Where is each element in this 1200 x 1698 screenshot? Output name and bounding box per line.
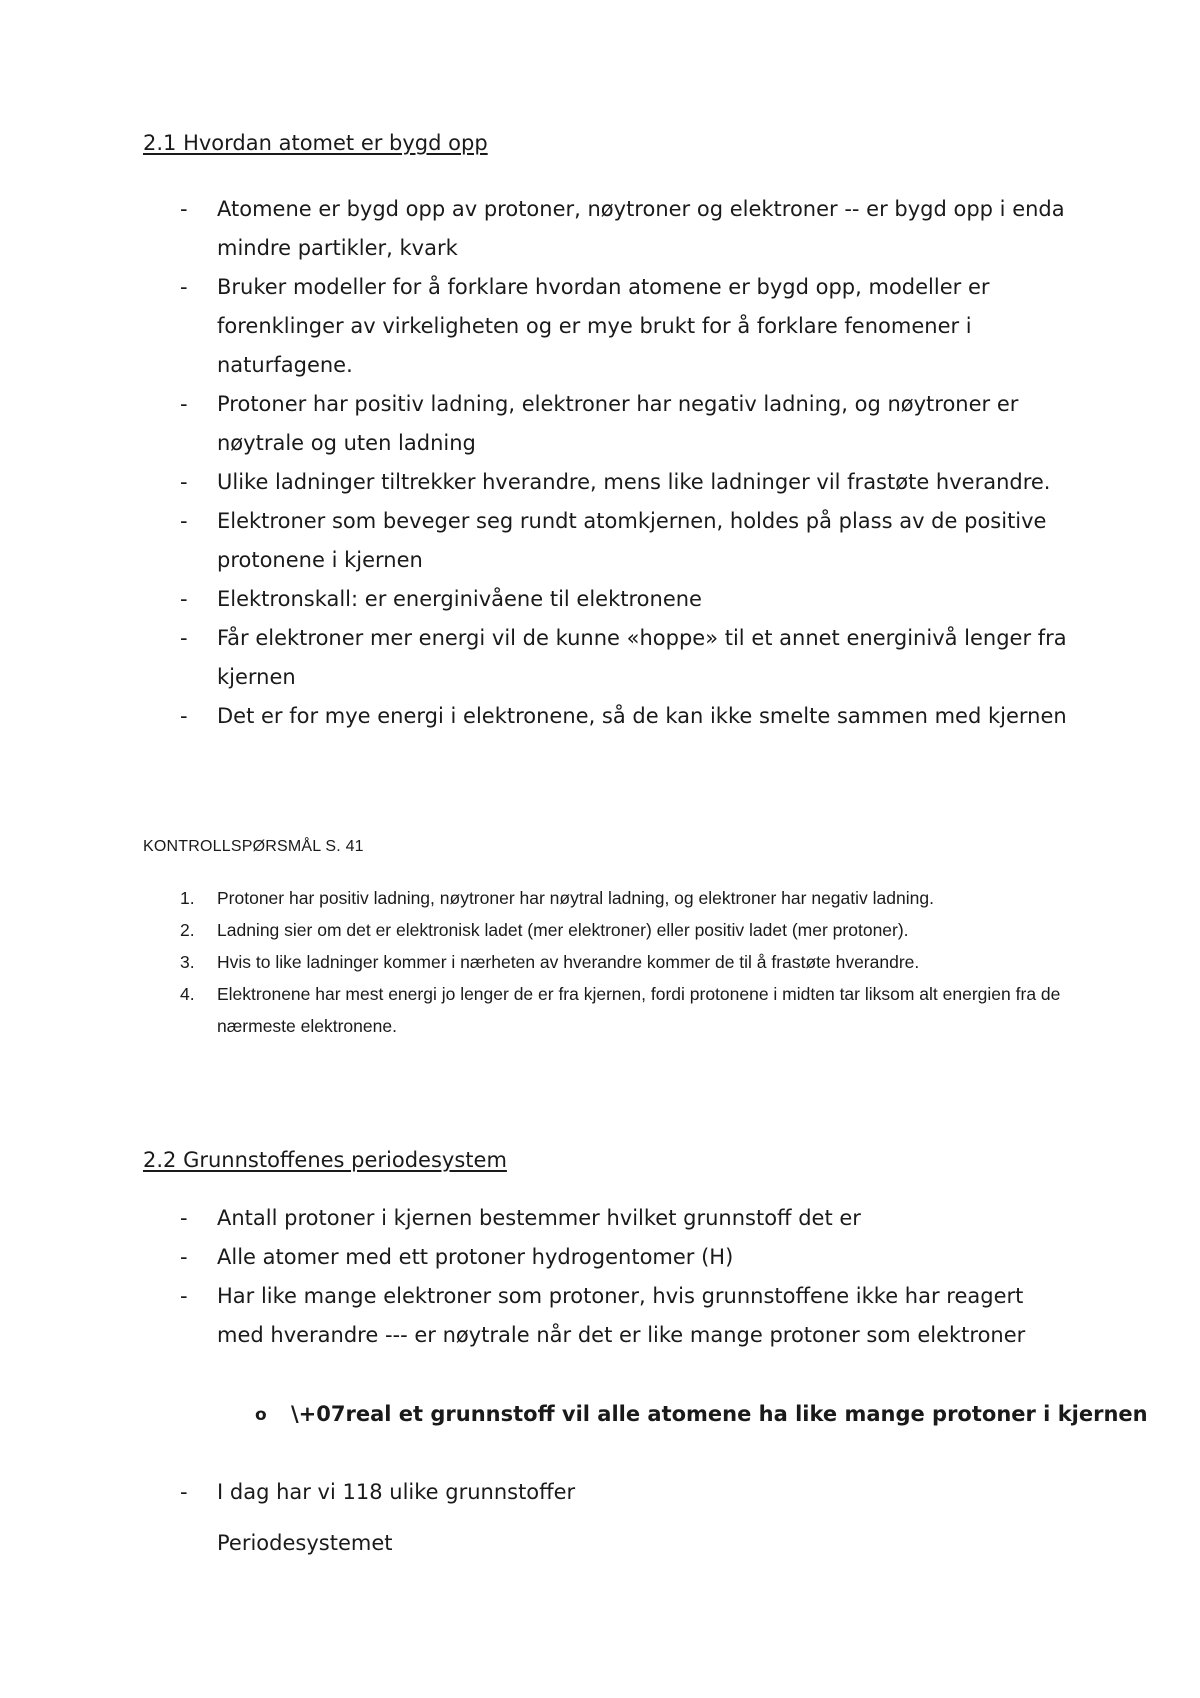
bullet-dash: - <box>180 275 188 299</box>
bullet-dash: - <box>180 392 188 416</box>
questions-heading: KONTROLLSPØRSMÅL S. 41 <box>143 838 364 855</box>
bullet-text: Elektronskall: er energinivåene til elektronene <box>217 587 702 611</box>
bullet-text: I dag har vi 118 ulike grunnstoffer <box>217 1480 576 1504</box>
list-item <box>143 697 1073 736</box>
bullet-dash: - <box>180 1245 188 1269</box>
bullet-text: Protoner har positiv ladning, elektroner har negativ ladning, og nøytroner er nøytrale og uten ladning <box>217 392 1019 455</box>
bullet-text: Ulike ladninger tiltrekker hverandre, mens like ladninger vil frastøte hverandre. <box>217 470 1051 494</box>
list-item <box>143 978 1073 1042</box>
section-2-bullet-list-continued <box>143 1473 1073 1512</box>
bullet-dash: - <box>180 1284 188 1308</box>
bullet-text: Elektroner som beveger seg rundt atomkjernen, holdes på plass av de positive protonene i kjernen <box>217 509 1047 572</box>
section-heading-2-1: 2.1 Hvordan atomet er bygd opp <box>143 131 488 155</box>
item-text: Ladning sier om det er elektronisk ladet (mer elektroner) eller positiv ladet (mer protoner). <box>217 920 909 940</box>
sub-bullet-text: \+07real et grunnstoff vil alle atomene ha like mange protoner i kjernen <box>291 1402 1148 1426</box>
questions-numbered-list <box>143 882 1073 1042</box>
list-item <box>143 1473 1073 1512</box>
bullet-text: Antall protoner i kjernen bestemmer hvilket grunnstoff det er <box>217 1206 861 1230</box>
list-item <box>143 268 1073 385</box>
sub-bullet <box>143 1394 1151 1434</box>
bullet-dash: - <box>180 1206 188 1230</box>
item-number: 1. <box>180 888 195 908</box>
bullet-dash: - <box>180 704 188 728</box>
bullet-text: Atomene er bygd opp av protoner, nøytroner og elektroner -- er bygd opp i enda mindre partikler, kvark <box>217 197 1065 260</box>
bullet-text: Det er for mye energi i elektronene, så de kan ikke smelte sammen med kjernen <box>217 704 1067 728</box>
sub-bullet-marker: o <box>255 1405 267 1425</box>
periodesystemet-text: Periodesystemet <box>217 1531 393 1555</box>
section-heading-2-2: 2.2 Grunnstoffenes periodesystem <box>143 1148 507 1172</box>
bullet-dash: - <box>180 587 188 611</box>
list-item <box>143 463 1073 502</box>
list-item <box>143 1238 1073 1277</box>
item-number: 2. <box>180 920 195 940</box>
bullet-text: Alle atomer med ett protoner hydrogentomer (H) <box>217 1245 734 1269</box>
list-item <box>143 385 1073 463</box>
item-text: Elektronene har mest energi jo lenger de er fra kjernen, fordi protonene i midten tar liksom alt energien fra de nærmeste elektronene. <box>217 984 1061 1036</box>
item-text: Hvis to like ladninger kommer i nærheten av hverandre kommer de til å frastøte hverandre. <box>217 952 920 972</box>
bullet-text: Har like mange elektroner som protoner, hvis grunnstoffene ikke har reagert med hverandre --- er nøytrale når det er like mange protoner som elektroner <box>217 1284 1026 1347</box>
item-number: 3. <box>180 952 195 972</box>
bullet-dash: - <box>180 197 188 221</box>
bullet-dash: - <box>180 626 188 650</box>
bullet-dash: - <box>180 509 188 533</box>
list-item <box>143 1277 1073 1355</box>
list-item <box>143 190 1073 268</box>
item-number: 4. <box>180 984 195 1004</box>
list-item <box>143 914 1073 946</box>
list-item <box>143 502 1073 580</box>
section-1-bullet-list <box>143 190 1073 736</box>
bullet-text: Får elektroner mer energi vil de kunne «hoppe» til et annet energinivå lenger fra kjernen <box>217 626 1067 689</box>
bullet-dash: - <box>180 470 188 494</box>
item-text: Protoner har positiv ladning, nøytroner har nøytral ladning, og elektroner har negativ ladning. <box>217 888 934 908</box>
bullet-text: Bruker modeller for å forklare hvordan atomene er bygd opp, modeller er forenklinger av virkeligheten og er mye brukt for å forklare fenomener i naturfagene. <box>217 275 990 377</box>
list-item <box>143 946 1073 978</box>
list-item <box>143 882 1073 914</box>
section-2-bullet-list <box>143 1199 1073 1355</box>
bullet-dash: - <box>180 1480 188 1504</box>
list-item <box>143 1199 1073 1238</box>
list-item <box>143 580 1073 619</box>
list-item <box>143 619 1073 697</box>
